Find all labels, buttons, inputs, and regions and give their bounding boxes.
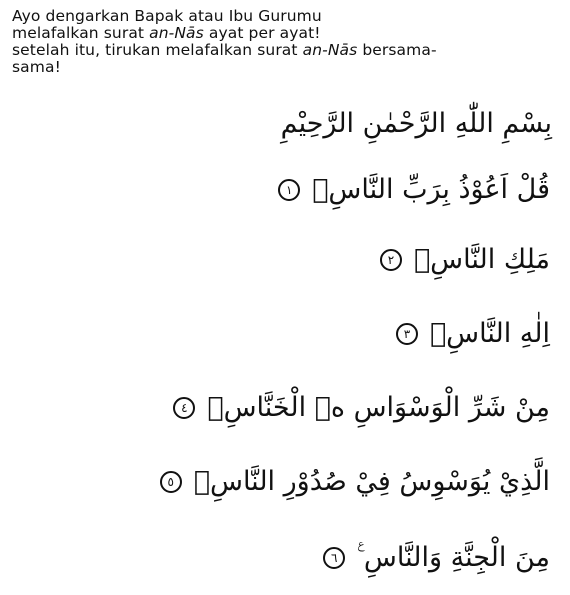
verse-text: مِنْ شَرِّ الْوَسْوَاسِ ەۙ الْخَنَّاسِۖ [207,392,550,423]
verse-number-marker: ٦ [323,547,345,569]
surah-name-italic: an-Nās [302,41,358,59]
surah-name-italic: an-Nās [149,24,204,42]
verse-number-marker: ١ [278,179,300,201]
instruction-line-2-start: melafalkan surat [12,24,150,42]
verse-2 [380,240,550,280]
instruction-line-1: Ayo dengarkan Bapak atau Ibu Gurumu [12,7,322,25]
verse-4 [173,388,550,428]
verse-1 [278,170,550,210]
verse-text: قُلْ اَعُوْذُ بِرَبِّ النَّاسِۙ [312,174,550,205]
verse-text: مِنَ الْجِنَّةِ وَالنَّاسِ ࣖ [357,542,550,573]
verse-text: مَلِكِ النَّاسِۙ [413,244,550,275]
instruction-line-4: sama! [12,58,61,76]
verse-6 [323,538,550,578]
verse-number-marker: ٤ [173,397,195,419]
verse-text: الَّذِيْ يُوَسْوِسُ فِيْ صُدُوْرِ النَّاسِۙ [193,466,550,497]
verse-number-marker: ٣ [396,323,418,345]
instruction-line-3-start: setelah itu, tirukan melafalkan surat [12,41,303,59]
verse-text: اِلٰهِ النَّاسِۙ [429,318,550,349]
instruction-line-3-end: bersama- [357,41,437,59]
verse-3 [396,314,550,354]
instruction-line-2-end: ayat per ayat! [203,24,321,42]
verse-number-marker: ٥ [160,471,182,493]
verse-5 [160,462,550,502]
verse-number-marker: ٢ [380,249,402,271]
basmala: بِسْمِ اللّٰهِ الرَّحْمٰنِ الرَّحِيْمِ [280,108,552,139]
